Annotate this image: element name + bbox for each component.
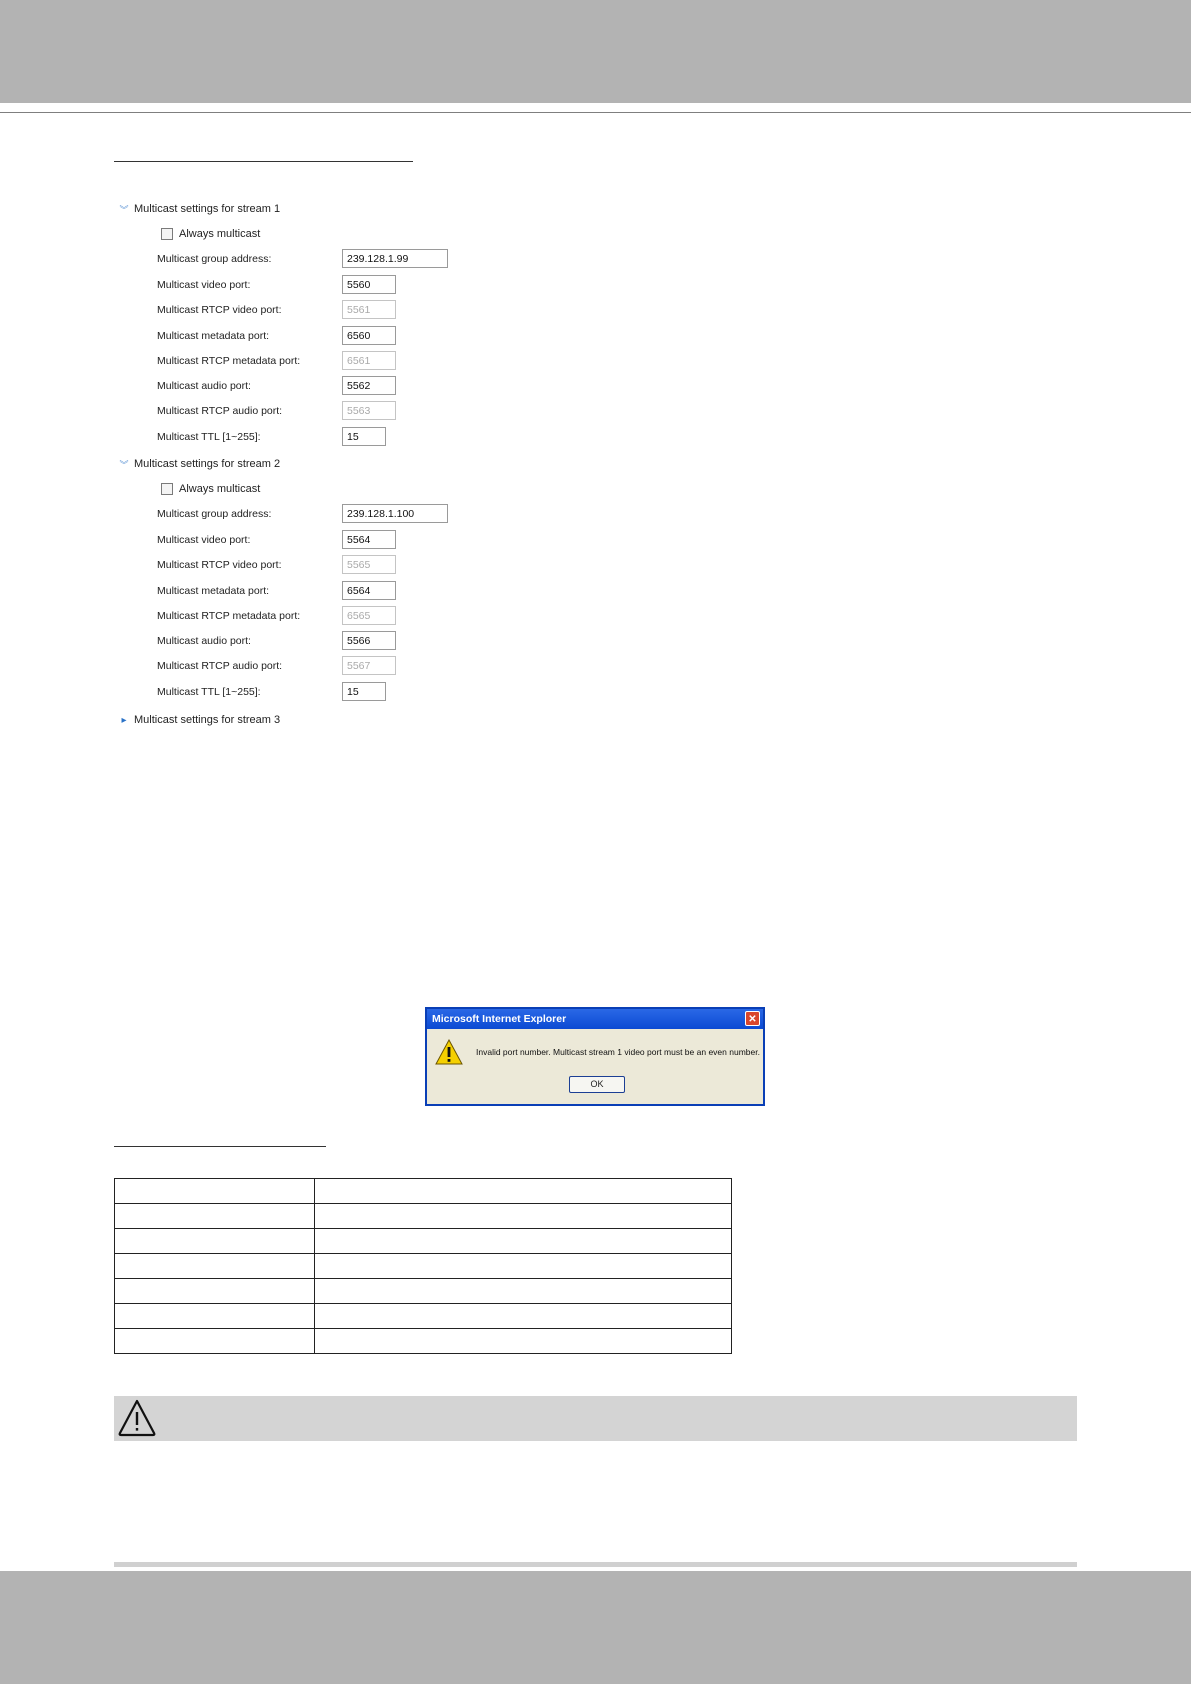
table-row (115, 1179, 732, 1204)
footer-band (0, 1571, 1191, 1684)
rtcp-video-port-input: 5565 (342, 555, 396, 574)
table-row (115, 1229, 732, 1254)
rtcp-audio-port-input: 5563 (342, 401, 396, 420)
checkbox[interactable] (161, 228, 173, 240)
rtcp-audio-port-label: Multicast RTCP audio port: (157, 660, 283, 672)
always-multicast-label: Always multicast (179, 228, 261, 240)
stream2-header-label: Multicast settings for stream 2 (134, 458, 281, 470)
stream1-header-label: Multicast settings for stream 1 (134, 203, 281, 215)
chevron-down-double-icon: ︾ (119, 459, 129, 470)
rtcp-metadata-port-label: Multicast RTCP metadata port: (157, 355, 301, 367)
audio-port-input[interactable]: 5566 (342, 631, 396, 650)
video-port-input[interactable]: 5560 (342, 275, 396, 294)
rtcp-metadata-port-input: 6565 (342, 606, 396, 625)
video-port-input[interactable]: 5564 (342, 530, 396, 549)
audio-port-label: Multicast audio port: (157, 380, 251, 392)
header-band (0, 0, 1191, 103)
ok-button[interactable]: OK (569, 1076, 625, 1093)
footer-rule (114, 1562, 1077, 1567)
table-row (115, 1254, 732, 1279)
group-address-input[interactable]: 239.128.1.100 (342, 504, 448, 523)
table-row (115, 1329, 732, 1354)
rtcp-metadata-port-input: 6561 (342, 351, 396, 370)
table-row (115, 1304, 732, 1329)
metadata-port-label: Multicast metadata port: (157, 585, 270, 597)
ttl-label: Multicast TTL [1~255]: (157, 431, 261, 443)
table-row (115, 1204, 732, 1229)
error-dialog (425, 1007, 765, 1106)
rtcp-video-port-label: Multicast RTCP video port: (157, 559, 282, 571)
stream1-always-multicast[interactable] (161, 226, 260, 242)
stream3-header[interactable] (119, 712, 280, 728)
dialog-title-bar (427, 1009, 763, 1029)
note-band (114, 1396, 1077, 1441)
group-address-input[interactable]: 239.128.1.99 (342, 249, 448, 268)
video-port-label: Multicast video port: (157, 279, 251, 291)
metadata-port-label: Multicast metadata port: (157, 330, 270, 342)
rtcp-metadata-port-label: Multicast RTCP metadata port: (157, 610, 301, 622)
warning-triangle-icon (435, 1039, 463, 1065)
chevron-right-icon: ▸ (121, 714, 127, 726)
audio-port-label: Multicast audio port: (157, 635, 251, 647)
dialog-message: Invalid port number. Multicast stream 1 video port must be an even number. (476, 1047, 760, 1057)
dialog-title: Microsoft Internet Explorer (432, 1013, 567, 1025)
group-address-label: Multicast group address: (157, 253, 272, 265)
rtcp-audio-port-label: Multicast RTCP audio port: (157, 405, 283, 417)
chevron-down-double-icon: ︾ (119, 204, 129, 215)
stream2-always-multicast[interactable] (161, 481, 260, 497)
metadata-port-input[interactable]: 6560 (342, 326, 396, 345)
ttl-input[interactable]: 15 (342, 682, 386, 701)
header-rule (0, 112, 1191, 113)
close-icon[interactable]: ✕ (745, 1011, 760, 1026)
heading-underline (114, 161, 413, 162)
checkbox[interactable] (161, 483, 173, 495)
warning-triangle-icon (116, 1397, 158, 1439)
ttl-input[interactable]: 15 (342, 427, 386, 446)
table-row (115, 1279, 732, 1304)
stream2-header[interactable] (119, 456, 280, 472)
stream1-header[interactable] (119, 201, 280, 217)
rtcp-video-port-input: 5561 (342, 300, 396, 319)
rtcp-audio-port-input: 5567 (342, 656, 396, 675)
audio-port-input[interactable]: 5562 (342, 376, 396, 395)
ttl-label: Multicast TTL [1~255]: (157, 686, 261, 698)
metadata-port-input[interactable]: 6564 (342, 581, 396, 600)
group-address-label: Multicast group address: (157, 508, 272, 520)
heading-underline (114, 1146, 326, 1147)
stream3-header-label: Multicast settings for stream 3 (134, 714, 281, 726)
blank-table (114, 1178, 732, 1354)
always-multicast-label: Always multicast (179, 483, 261, 495)
video-port-label: Multicast video port: (157, 534, 251, 546)
rtcp-video-port-label: Multicast RTCP video port: (157, 304, 282, 316)
